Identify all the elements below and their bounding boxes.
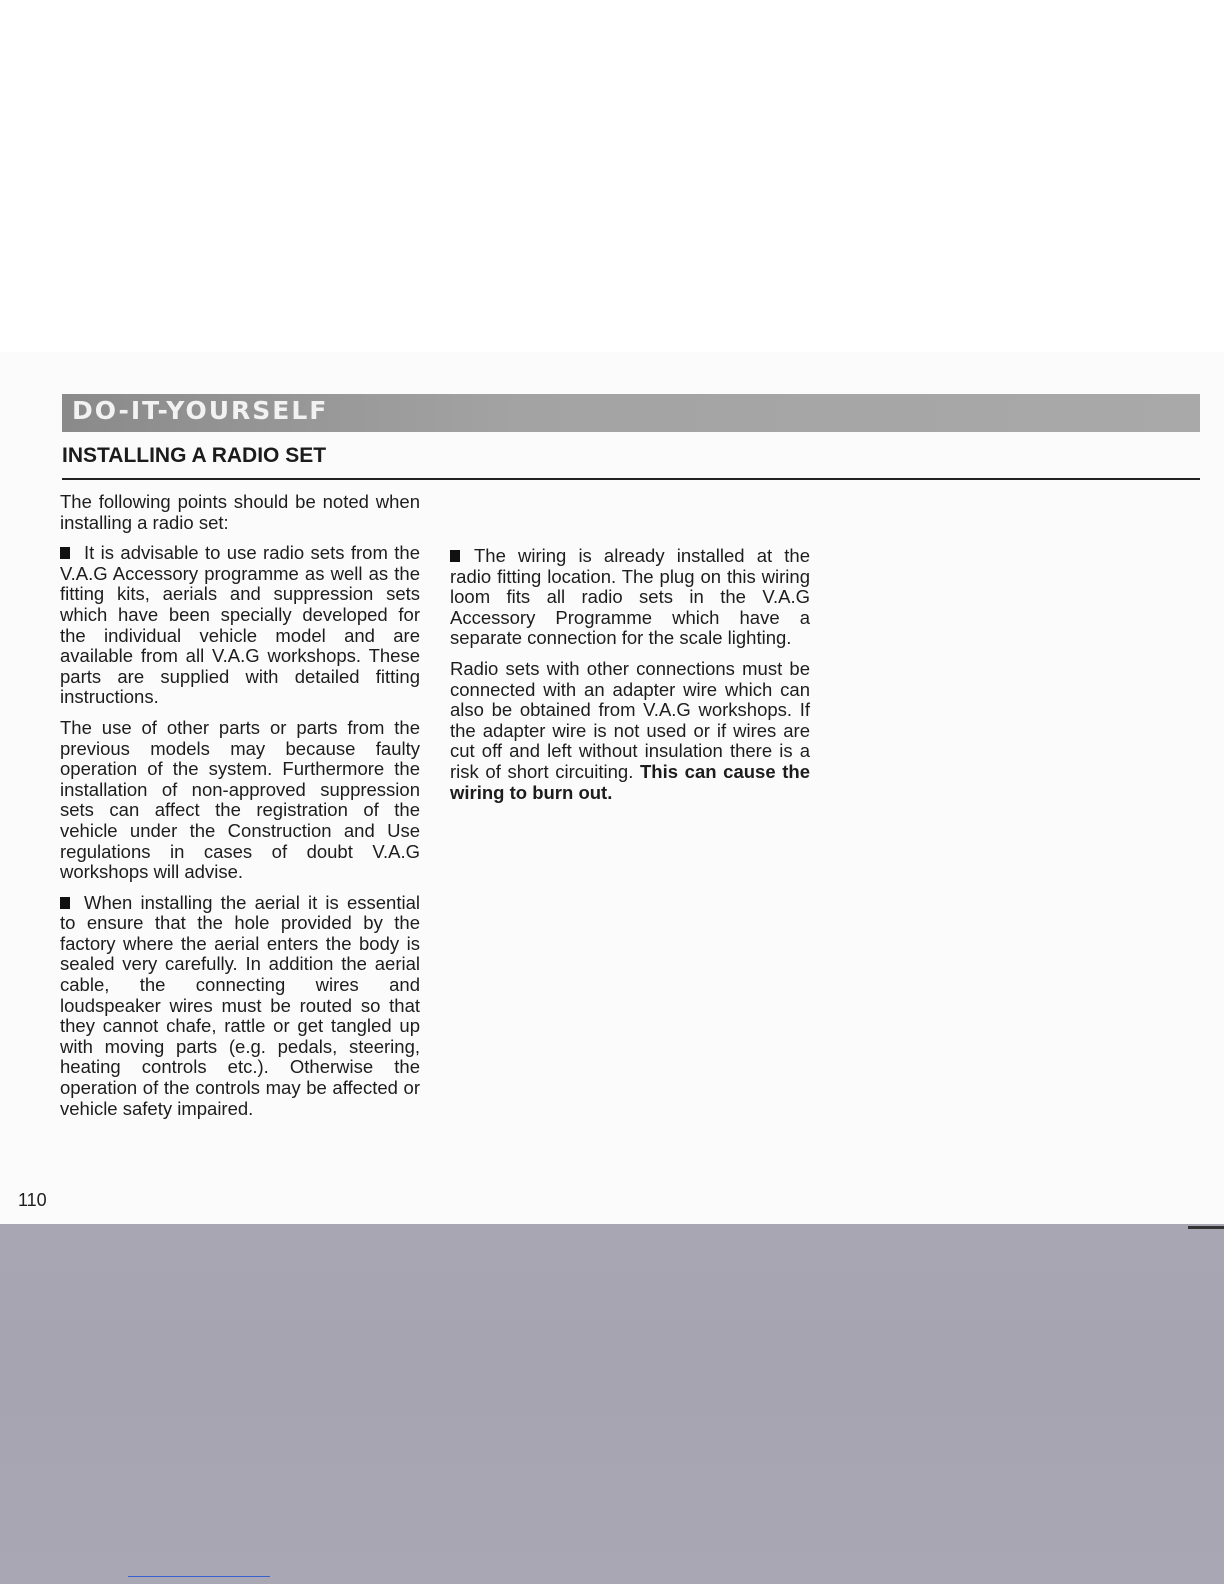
title-divider <box>62 478 1200 480</box>
scan-background <box>0 1224 1224 1584</box>
scan-underline-mark <box>128 1576 270 1577</box>
scan-edge-mark <box>1188 1226 1224 1229</box>
bullet-paragraph <box>60 893 420 1120</box>
section-header-bar <box>62 394 1200 432</box>
body-paragraph <box>450 659 810 803</box>
section-header-label: DO-IT-YOURSELF <box>72 396 329 425</box>
right-column <box>450 546 810 813</box>
body-text: Radio sets with other connections must be connected with an adapter wire which can also be obtained from V.A.G workshops. If the adapter wire is not used or if wires are cut off and left without insulation there is a risk of short circuiting. <box>450 657 810 782</box>
bullet-square-icon <box>60 897 70 909</box>
bullet-text: The wiring is already installed at the radio fitting location. The plug on this wiring loom fits all radio sets in the V.A.G Accessory Programme which have a separate connection for the scale lighting. <box>450 545 810 649</box>
bullet-square-icon <box>60 547 70 559</box>
left-column <box>60 492 420 1129</box>
intro-paragraph: The following points should be noted when installing a radio set: <box>60 491 420 533</box>
bullet-text: When installing the aerial it is essential to ensure that the hole provided by the factory where the aerial enters the body is sealed very carefully. In addition the aerial cable, the connecting wires and loudspeaker wires must be routed so that they cannot chafe, rattle or get tangled up with moving parts (e.g. pedals, steering, heating controls etc.). Otherwise the operation of the controls may be affected or vehicle safety impaired. <box>60 891 420 1119</box>
bullet-paragraph <box>60 543 420 708</box>
warning-text: This can cause the wiring to burn out. <box>450 760 810 803</box>
bullet-square-icon <box>450 550 460 562</box>
body-paragraph: The use of other parts or parts from the previous models may because faulty operation of the system. Furthermore the installation of non-approved suppression sets can affect the registration of the vehicle under the Construction and Use regulations in cases of doubt V.A.G workshops will advise. <box>60 716 420 883</box>
bullet-paragraph <box>450 546 810 649</box>
bullet-text: It is advisable to use radio sets from the V.A.G Accessory programme as well as the fitting kits, aerials and suppression sets which have been specially developed for the individual vehicle model and are available from all V.A.G workshops. These parts are supplied with detailed fitting instructions. <box>60 542 420 708</box>
page-number: 110 <box>18 1190 47 1210</box>
page-title: INSTALLING A RADIO SET <box>62 444 327 467</box>
